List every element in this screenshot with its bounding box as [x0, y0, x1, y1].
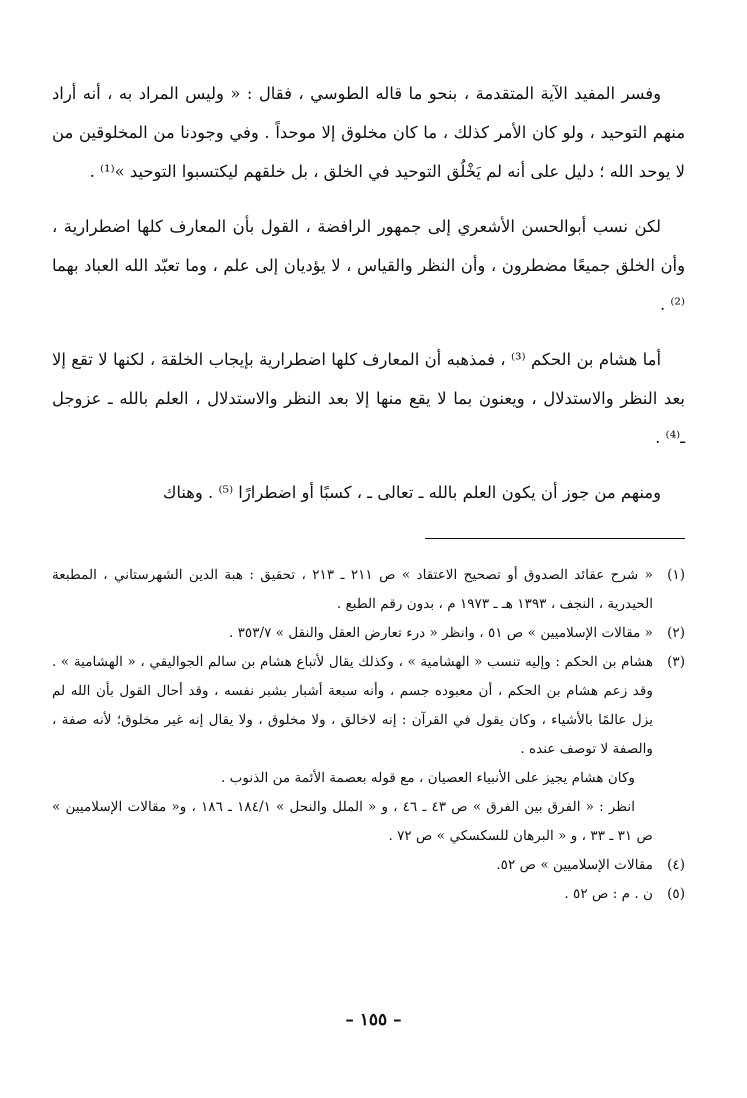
page-number: – ١٥٥ –: [345, 1010, 402, 1030]
footnote-2: [52, 619, 685, 648]
footnote-1: [52, 561, 685, 619]
footnote-text: « شرح عقائد الصدوق أو تصحيح الاعتقاد » ص ٢١١ ـ ٢١٣ ، تحقيق : هبة الدين الشهرستاني ، المطبعة الحيدرية ، النجف ، ١٣٩٣ هـ ـ ١٩٧٣ م ، بدون رقم الطبع .: [52, 567, 653, 612]
main-text: [52, 74, 685, 512]
footnote-number: (١): [667, 567, 685, 583]
footnote-text: ن . م : ص ٥٢ .: [564, 886, 653, 902]
footnote-3-continuation: وكان هشام يجيز على الأنبياء العصيان ، مع قوله بعصمة الأئمة من الذنوب .: [220, 770, 635, 786]
footnote-5: [52, 880, 685, 909]
footnote-3: [52, 648, 685, 764]
footnote-text: هشام بن الحكم : وإليه تنسب « الهشامية » ، وكذلك يقال لأتباع هشام بن سالم الجواليقي ، « الهشامية » . وقد زعم هشام بن الحكم ، أن معبوده جسم ، وأنه سبعة أشبار بشبر نفسه ، وقد أحال القول بأن الله لم يزل عالمًا بالأشياء ، وكان يقول في القرآن : إنه لاخالق ، ولا مخلوق ، ولا يقال إنه غير مخلوق؛ لأنه صفة ، والصفة لا توصف عنده .: [52, 654, 653, 757]
paragraph-1: وفسر المفيد الآية المتقدمة ، بنحو ما قاله الطوسي ، فقال : « وليس المراد به ، أنه أراد منهم التوحيد ، ولو كان الأمر كذلك ، ما كان مخلوق إلا موحداً . وفي وجودنا من المخلوقين من لا يوحد الله ؛ دليل على أنه لم يَخْلُق التوحيد في الخلق ، بل خلقهم ليكتسبوا التوحيد »⁽¹⁾ .: [52, 84, 685, 181]
page-content: [0, 74, 747, 909]
footnote-number: (٥): [667, 886, 685, 902]
footnote-text: مقالات الإسلاميين » ص ٥٢.: [496, 857, 653, 873]
footnote-number: (٢): [667, 625, 685, 641]
paragraph-3: أما هشام بن الحكم ⁽³⁾ ، فمذهبه أن المعارف كلها اضطرارية بإيجاب الخلقة ، لكنها لا تقع إلا بعد النظر والاستدلال ، ويعنون بما لا يقع منها إلا بعد النظر والاستدلال ، العلم بالله ـ عزوجل ـ⁽⁴⁾ .: [52, 350, 685, 447]
footnote-text: « مقالات الإسلاميين » ص ٥١ ، وانظر « درء تعارض العقل والنقل » ٣٥٣/٧ .: [228, 625, 653, 641]
footnotes-section: [52, 561, 685, 909]
footnote-number: (٣): [667, 654, 685, 670]
footnote-divider: [425, 538, 685, 539]
paragraph-4: ومنهم من جوز أن يكون العلم بالله ـ تعالى ـ ، كسبًا أو اضطرارًا ⁽⁵⁾ . وهناك: [162, 483, 661, 502]
footnote-4: [52, 851, 685, 880]
footnote-number: (٤): [667, 857, 685, 873]
footnote-3-references: انظر : « الفرق بين الفرق » ص ٤٣ ـ ٤٦ ، و « الملل والنحل » ١٨٤/١ ـ ١٨٦ ، و« مقالات الإسلاميين » ص ٣١ ـ ٣٣ ، و « البرهان للسكسكي » ص ٧٢ .: [52, 799, 653, 844]
paragraph-2: لكن نسب أبوالحسن الأشعري إلى جمهور الرافضة ، القول بأن المعارف كلها اضطرارية ، وأن الخلق جميعًا مضطرون ، وأن النظر والقياس ، لا يؤديان إلى علم ، وما تعبّد الله العباد بهما ⁽²⁾ .: [52, 217, 685, 314]
